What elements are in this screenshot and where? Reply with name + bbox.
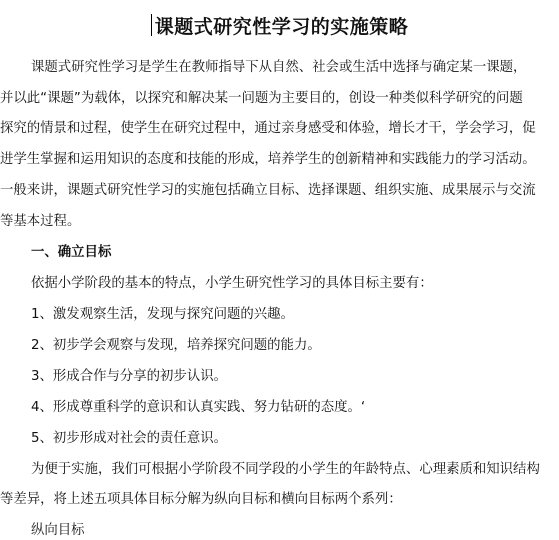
goal-item: 3、形成合作与分享的初步认识。 [31,369,227,384]
goal-item: 1、激发观察生活，发现与探究问题的兴趣。 [31,307,294,322]
section-intro: 依据小学阶段的基本的特点，小学生研究性学习的具体目标主要有： [31,276,433,291]
goal-item: 4、形成尊重科学的意识和认真实践、努力钻研的态度。‘ [31,400,366,415]
text-cursor [151,14,152,36]
document-title: 课题式研究性学习的实施策略 [154,16,409,38]
body-paragraph-line: 并以此“课题”为载体，以探究和解决某一问题为主要目的，创设一种类似科学研究的问题 [0,91,523,106]
closing-paragraph-line: 为便于实施，我们可根据小学阶段不同学段的小学生的年龄特点、心理素质和知识结构 [31,462,540,477]
cutoff-line: 纵向目标 [31,523,85,538]
body-paragraph-line: 等基本过程。 [0,214,81,229]
body-paragraph-line: 课题式研究性学习是学生在教师指导下从自然、社会或生活中选择与确定某一课题， [31,60,527,75]
goal-item: 5、初步形成对社会的责任意识。 [31,431,227,446]
body-paragraph-line: 探究的情景和过程，使学生在研究过程中，通过亲身感受和体验，增长才干，学会学习，促 [0,121,536,136]
body-paragraph-line: 进学生掌握和运用知识的态度和技能的形成，培养学生的创新精神和实践能力的学习活动。 [0,152,536,167]
section-heading: 一、确立目标 [31,245,112,260]
goal-item: 2、初步学会观察与发现，培养探究问题的能力。 [31,338,321,353]
body-paragraph-line: 一般来讲，课题式研究性学习的实施包括确立目标、选择课题、组织实施、成果展示与交流 [0,183,536,198]
title-row [0,12,559,39]
closing-paragraph-line: 等差异，将上述五项具体目标分解为纵向目标和横向目标两个系列： [0,492,402,507]
